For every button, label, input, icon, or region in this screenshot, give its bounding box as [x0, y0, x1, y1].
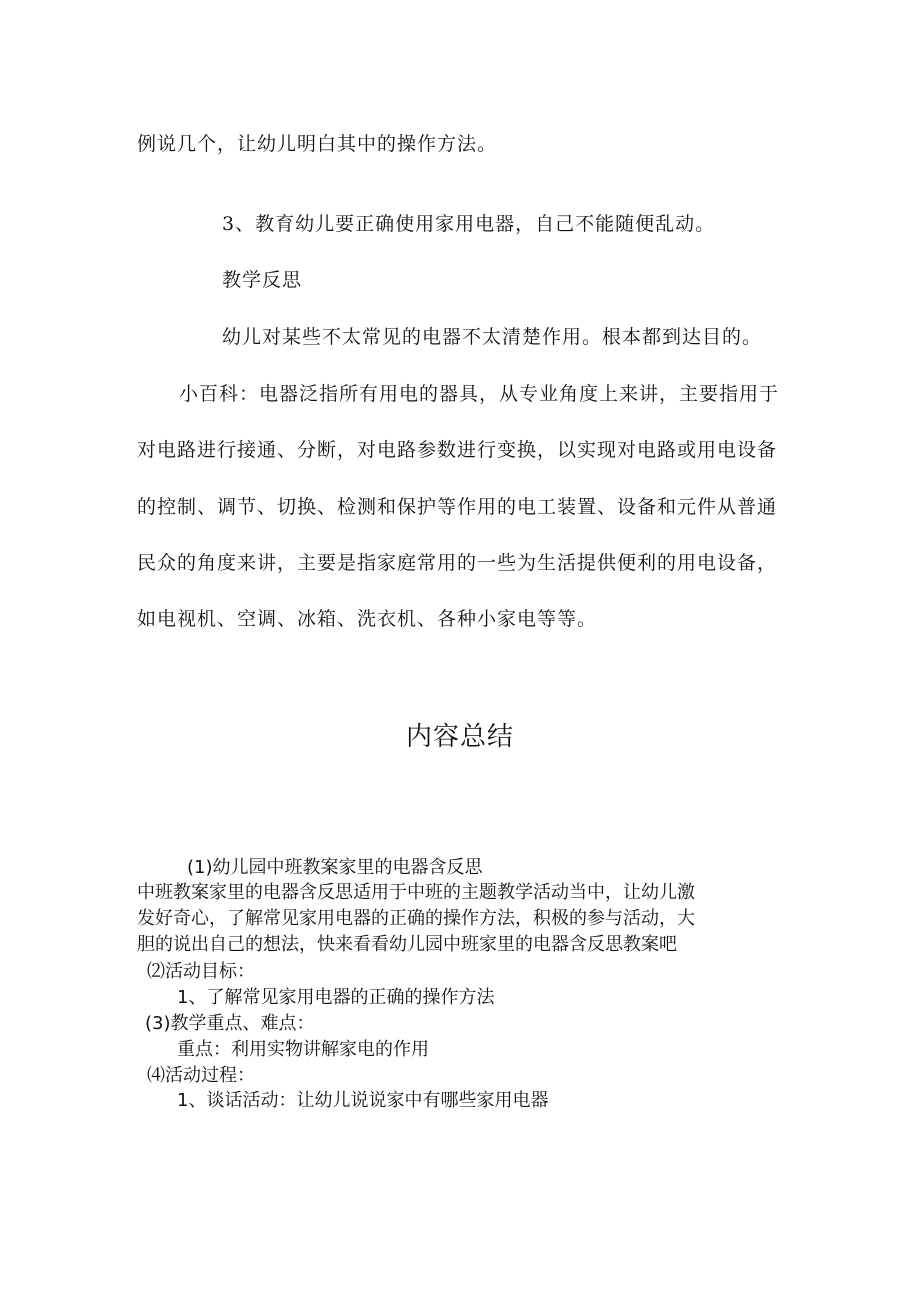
summary-line-10: 1、谈话活动：让幼儿说说家中有哪些家用电器: [177, 1090, 549, 1111]
summary-line-1: (1)幼儿园中班教案家里的电器含反思: [187, 857, 483, 878]
body-line-5: 小百科：电器泛指所有用电的器具，从专业角度上来讲，主要指用于: [179, 383, 780, 405]
summary-line-4: 胆的说出自己的想法，快来看看幼儿园中班家里的电器含反思教案吧: [137, 934, 677, 955]
body-line-3: 教学反思: [222, 269, 303, 291]
summary-title: 内容总结: [406, 722, 515, 752]
body-line-6: 对电路进行接通、分断，对电路参数进行变换，以实现对电路或用电设备: [137, 439, 778, 461]
summary-line-6: 1、了解常见家用电器的正确的操作方法: [177, 987, 495, 1008]
summary-line-9: ⑷活动过程：: [147, 1065, 255, 1086]
body-line-8: 民众的角度来讲，主要是指家庭常用的一些为生活提供便利的用电设备，: [137, 552, 778, 574]
body-line-1: 例说几个，让幼儿明白其中的操作方法。: [137, 133, 498, 155]
summary-line-8: 重点：利用实物讲解家电的作用: [177, 1039, 429, 1060]
summary-line-3: 发好奇心，了解常见家用电器的正确的操作方法，积极的参与活动，大: [137, 908, 695, 929]
summary-line-2: 中班教案家里的电器含反思适用于中班的主题教学活动当中，让幼儿激: [137, 882, 695, 903]
summary-line-7: (3)教学重点、难点：: [145, 1013, 315, 1034]
body-line-9: 如电视机、空调、冰箱、洗衣机、各种小家电等等。: [137, 608, 598, 630]
body-line-2: 3、教育幼儿要正确使用家用电器，自己不能随便乱动。: [222, 213, 716, 235]
body-line-7: 的控制、调节、切换、检测和保护等作用的电工装置、设备和元件从普通: [137, 496, 778, 518]
body-line-4: 幼儿对某些不太常见的电器不太清楚作用。根本都到达目的。: [222, 326, 763, 348]
summary-line-5: ⑵活动目标：: [147, 961, 255, 982]
